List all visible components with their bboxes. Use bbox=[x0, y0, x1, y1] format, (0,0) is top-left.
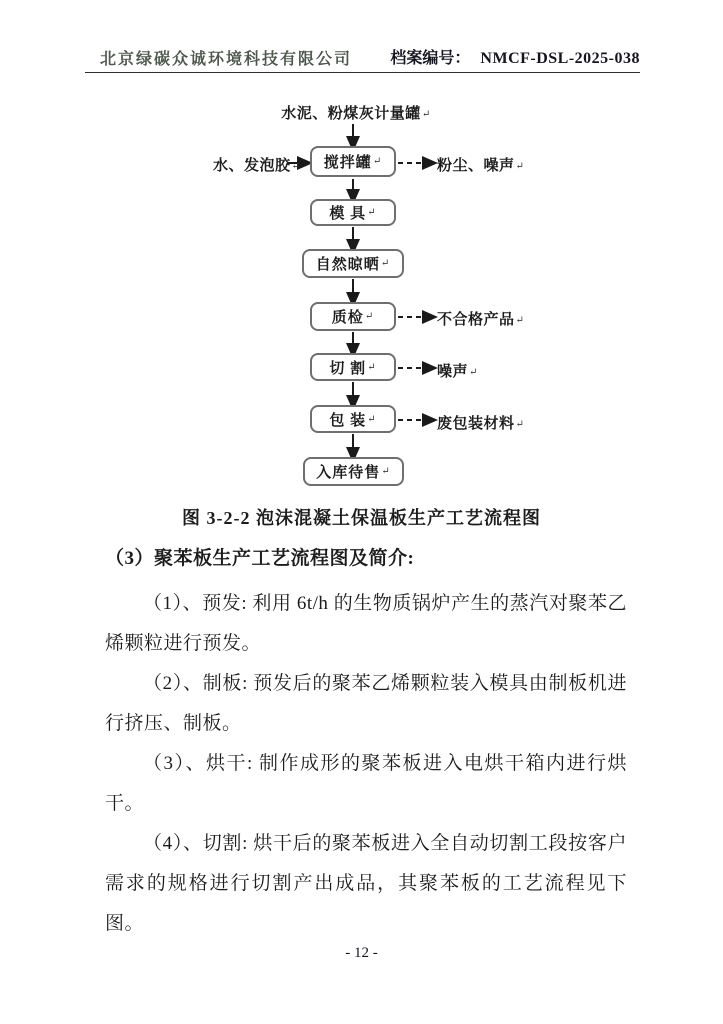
flow-box-storage: 入库待售 ↵ bbox=[303, 457, 404, 486]
flow-source-label: 水泥、粉煤灰计量罐↵ bbox=[281, 106, 431, 122]
flow-emission-waste-packaging: 废包装材料↵ bbox=[437, 416, 525, 432]
paragraph-board-making: （2）、制板: 预发后的聚苯乙烯颗粒装入模具由制板机进行挤压、制板。 bbox=[105, 673, 627, 734]
page-number: - 12 - bbox=[345, 945, 378, 961]
flow-emission-dust-noise: 粉尘、噪声↵ bbox=[437, 158, 525, 174]
paragraph-mark-icon: ↵ bbox=[372, 156, 383, 167]
figure-caption: 图 3-2-2 泡沫混凝土保温板生产工艺流程图 bbox=[182, 508, 541, 528]
paragraph-mark-icon: ↵ bbox=[381, 466, 391, 477]
paragraph-mark-icon: ↵ bbox=[421, 109, 431, 120]
paragraph-mark-icon: ↵ bbox=[380, 258, 391, 269]
flow-box-packing: 包 装 ↵ bbox=[310, 405, 396, 433]
flow-box-natural-drying: 自然晾晒 ↵ bbox=[302, 249, 404, 278]
paragraph-cutting: （4）、切割: 烘干后的聚苯板进入全自动切割工段按客户需求的规格进行切割产出成品，其聚苯板的工艺流程见下图。 bbox=[105, 833, 627, 934]
paragraph-prefoaming: （1）、预发: 利用 6t/h 的生物质锅炉产生的蒸汽对聚苯乙烯颗粒进行预发。 bbox=[105, 593, 627, 654]
paragraph-mark-icon: ↵ bbox=[469, 367, 478, 378]
paragraph-mark-icon: ↵ bbox=[367, 207, 377, 218]
archive-value: NMCF-DSL-2025-038 bbox=[480, 50, 640, 67]
paragraph-mark-icon: ↵ bbox=[291, 161, 301, 172]
header-rule bbox=[85, 72, 640, 73]
paragraph-mark-icon: ↵ bbox=[367, 413, 377, 425]
flow-input-label: 水、发泡胶↵ bbox=[213, 158, 301, 174]
flow-emission-noise: 噪声↵ bbox=[437, 364, 478, 380]
paragraph-mark-icon: ↵ bbox=[515, 161, 525, 172]
header-company-name: 北京绿碳众诚环境科技有限公司 bbox=[100, 51, 353, 68]
paragraph-mark-icon: ↵ bbox=[364, 311, 375, 322]
paragraph-mark-icon: ↵ bbox=[367, 361, 377, 373]
paragraph-drying: （3）、烘干: 制作成形的聚苯板进入电烘干箱内进行烘干。 bbox=[105, 753, 627, 814]
flow-emission-rejects: 不合格产品↵ bbox=[437, 312, 525, 328]
flow-box-quality-check: 质检 ↵ bbox=[310, 302, 396, 331]
archive-label: 档案编号： bbox=[390, 50, 471, 67]
flow-box-mixer: 搅拌罐 ↵ bbox=[310, 146, 396, 177]
flow-box-mold: 模 具 ↵ bbox=[310, 199, 396, 226]
header-archive-number bbox=[390, 45, 640, 68]
body-text bbox=[105, 543, 627, 944]
paragraph-mark-icon: ↵ bbox=[515, 419, 525, 430]
section-heading: （3）聚苯板生产工艺流程图及简介: bbox=[105, 548, 415, 569]
paragraph-mark-icon: ↵ bbox=[515, 315, 525, 326]
flow-box-cutting: 切 割 ↵ bbox=[310, 353, 396, 381]
